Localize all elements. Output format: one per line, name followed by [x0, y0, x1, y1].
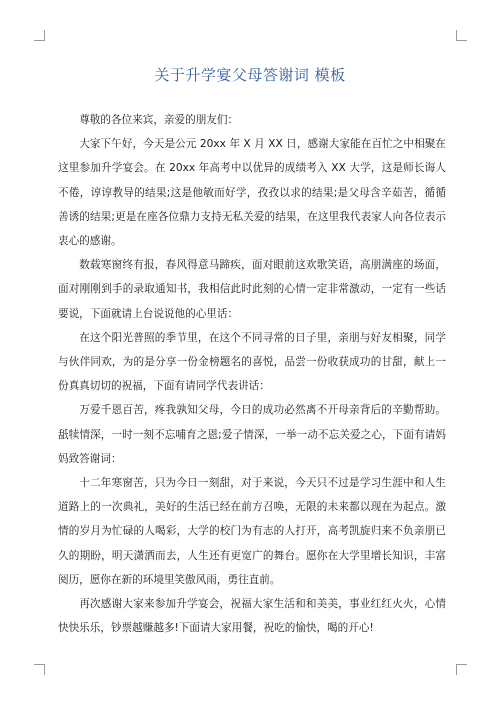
crop-mark-bottom-right: [456, 664, 467, 675]
document-body: [58, 108, 446, 640]
celebration-paragraph: 在这个阳光普照的季节里，在这个不同寻常的日子里，亲朋与好友相聚，同学与伙伴同欢，为的是分享一份金榜题名的喜悦，品尝一份收获成功的甘甜，献上一份真真切切的祝福，下面有请同学代表讲话：: [58, 331, 446, 393]
crop-mark-top-right: [456, 30, 467, 41]
salutation-paragraph: 尊敬的各位来宾，亲爱的朋友们：: [79, 114, 239, 126]
crop-mark-bottom-left: [34, 664, 45, 675]
crop-mark-top-left: [34, 30, 45, 41]
document-title: 关于升学宴父母答谢词 模板: [154, 66, 346, 84]
congratulation-paragraph: 数载寒窗终有报，春风得意马蹄疾，面对眼前这欢歌笑语，高朋满座的场面，面对刚刚到手的录取通知书，我相信此时此刻的心情一定非常激动，一定有一些话要说，下面就请上台说说他的心里话：: [58, 259, 446, 320]
gratitude-paragraph: 万爱千恩百苦，疼我孰知父母，今日的成功必然离不开母亲背后的辛勤帮助。舐犊情深，一时一刻不忘哺育之恩;爱子情深，一举一动不忘关爱之心，下面有请妈妈致答谢词：: [58, 404, 446, 465]
encouragement-paragraph: 十二年寒窗苦，只为今日一刻甜，对于来说，今天只不过是学习生涯中和人生道路上的一次典礼，美好的生活已经在前方召唤，无限的未来都以现在为起点。激情的岁月为忙碌的人喝彩，大学的校门为有志的人打开，高考凯旋归来不负亲朋已久的期盼，明天潇洒而去，人生还有更宽广的舞台。愿你在大学里增长知识，丰富阅历，愿你在新的环境里笑傲风雨，勇往直前。: [58, 477, 446, 586]
closing-paragraph: 再次感谢大家来参加升学宴会，祝福大家生活和和美美，事业红红火火，心情快快乐乐，钞票越赚越多!下面请大家用餐，祝吃的愉快，喝的开心!: [58, 598, 446, 635]
opening-paragraph: 大家下午好，今天是公元 20xx 年 X 月 XX 日，感谢大家能在百忙之中相聚在这里参加升学宴会。在 20xx 年高考中以优异的成绩考入 XX 大学，这是师长诲人不倦，谆谆教导的结果;这是他敏而好学，孜孜以求的结果;是父母含辛茹苦，循循善诱的结果;更是在座各位鼎力支持无私关爱的结果，在这里我代表家人向各位表示衷心的感谢。: [58, 138, 446, 248]
